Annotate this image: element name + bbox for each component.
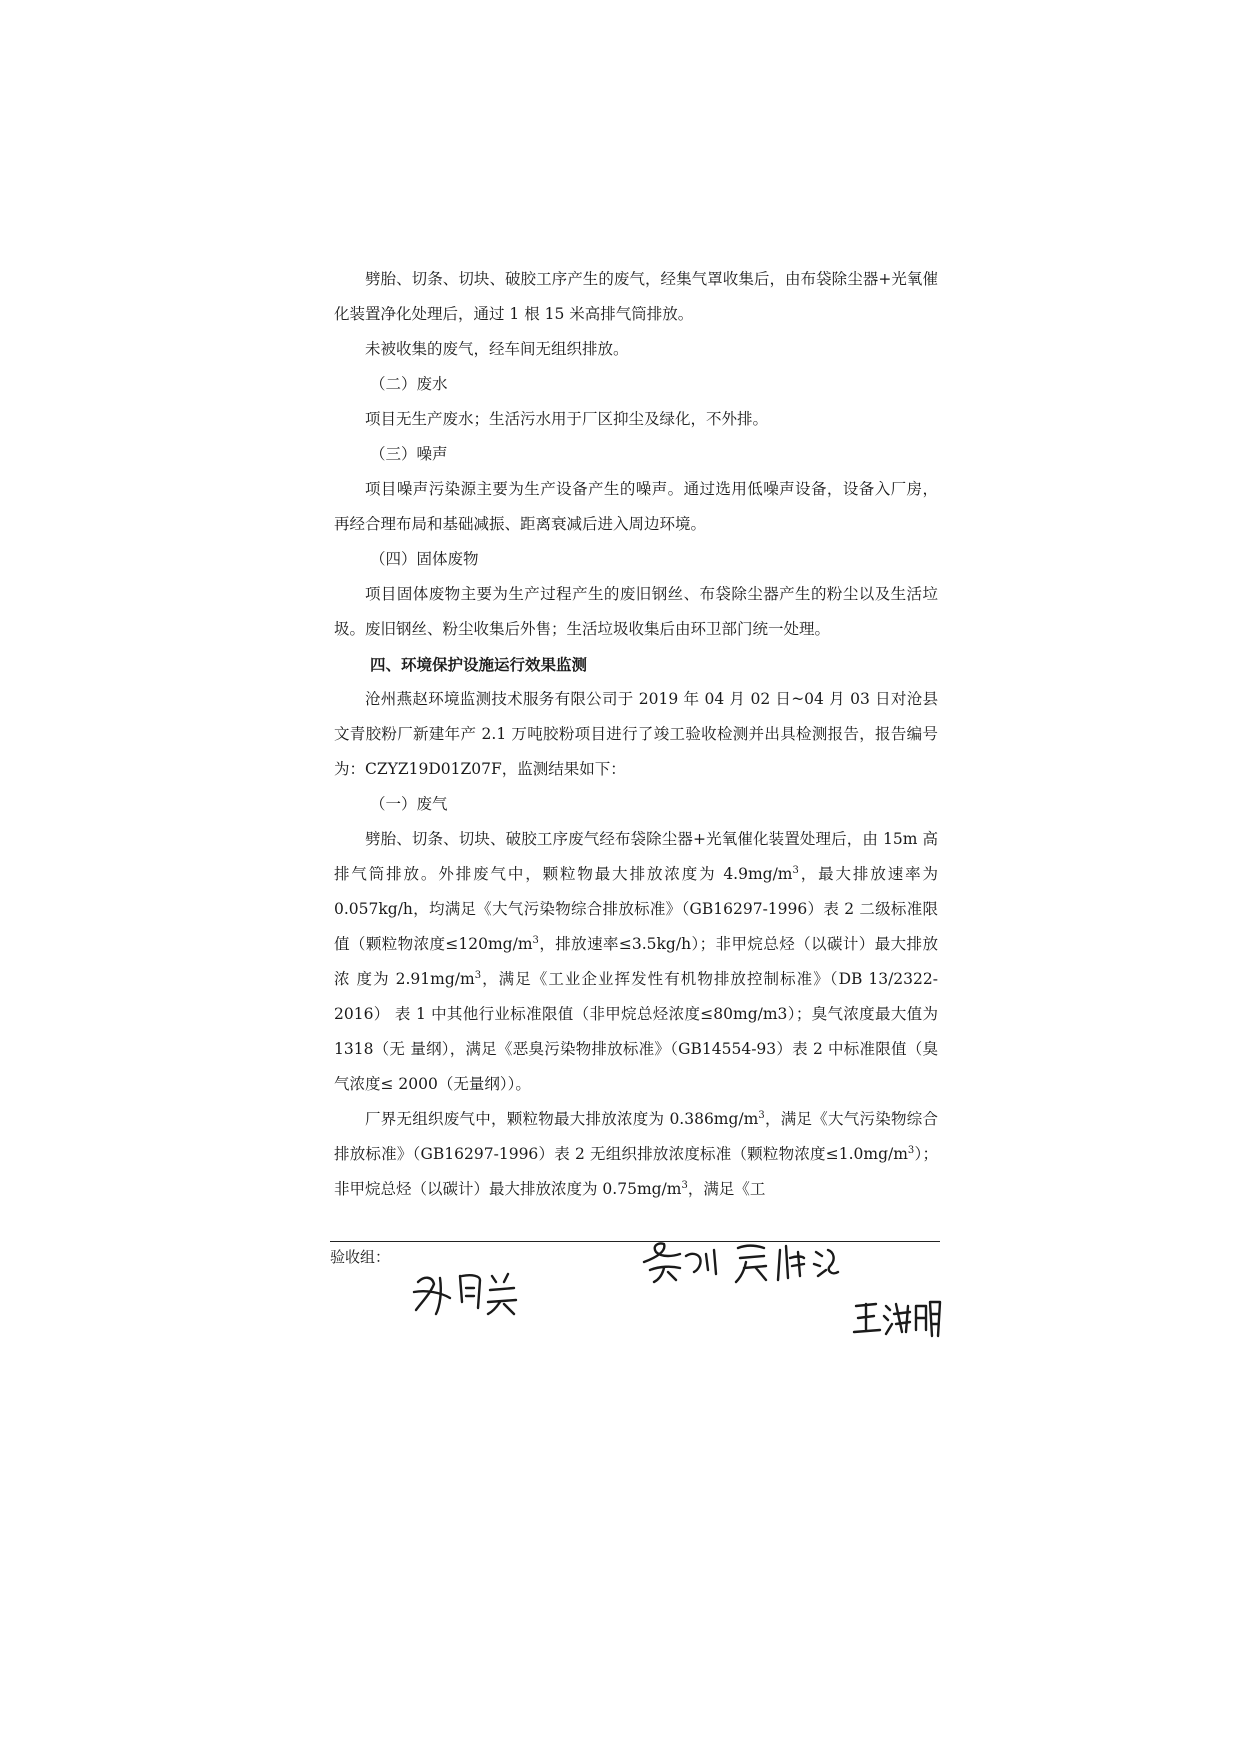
heading-wastewater: （二）废水: [370, 375, 448, 393]
text-segment: 劈胎、切条、切块、破胶工序废气经布袋除尘器+光氧催化装置处理后，由 15m 高排气筒排放。外排废气中，颗粒物最大排放浓度为 4.9mg/m: [334, 830, 938, 883]
signature-3: [852, 1292, 942, 1342]
paragraph-monitoring-intro: 沧州燕赵环境监测技术服务有限公司于 2019 年 04 月 02 日~04 月 03 日对沧县文青胶粉厂新建年产 2.1 万吨胶粉项目进行了竣工验收检测并出具检测报告，报告编号为：CZYZ19D01Z07F，监测结果如下：: [334, 690, 938, 778]
paragraph-noise: 项目噪声污染源主要为生产设备产生的噪声。通过选用低噪声设备，设备入厂房，再经合理布局和基础减振、距离衰减后进入周边环境。: [334, 480, 938, 533]
heading-noise: （三）噪声: [370, 445, 448, 463]
text-segment: 厂界无组织废气中，颗粒物最大排放浓度为 0.386mg/m: [365, 1110, 759, 1128]
text-segment: ，满足《工: [687, 1180, 766, 1198]
text-segment: ）； 非甲烷总烃（以碳计）最大排放浓度为 0.75mg/m: [334, 1145, 938, 1198]
superscript: 3: [792, 864, 799, 876]
superscript: 3: [474, 969, 482, 981]
signature-1: [410, 1262, 520, 1317]
superscript: 3: [681, 1179, 688, 1191]
text-segment: ，满足《大气污染物综合 排放标准》（GB16297-1996）表 2 无组织排放浓度标准（颗粒物浓度≤1.0mg/m: [334, 1110, 938, 1163]
heading-section-4: 四、环境保护设施运行效果监测: [370, 655, 588, 674]
paragraph-solid-waste: 项目固体废物主要为生产过程产生的废旧钢丝、布袋除尘器产生的粉尘以及生活垃圾。废旧钢丝、粉尘收集后外售；生活垃圾收集后由环卫部门统一处理。: [334, 585, 938, 638]
signature-2: [640, 1232, 840, 1287]
heading-solid-waste: （四）固体废物: [370, 550, 479, 568]
paragraph-unorganized-emission: 未被收集的废气，经车间无组织排放。: [365, 340, 629, 358]
paragraph-wastewater: 项目无生产废水；生活污水用于厂区抑尘及绿化，不外排。: [365, 410, 769, 428]
heading-waste-gas: （一）废气: [370, 795, 448, 813]
superscript: 3: [532, 934, 539, 946]
text-segment: ，排放速率≤3.5kg/h）；非甲烷总烃（以碳计）最大排放浓 度为 2.91mg/m: [334, 935, 938, 988]
footer-divider: [330, 1241, 940, 1242]
superscript: 3: [907, 1144, 915, 1156]
acceptance-group-label: 验收组：: [330, 1248, 391, 1266]
superscript: 3: [758, 1109, 765, 1121]
document-body: [334, 262, 938, 1207]
paragraph-boundary-gas-results: [334, 1102, 938, 1207]
paragraph-organized-gas-results: [334, 822, 938, 1102]
text-segment: ，满足《工业企业挥发性有机物排放控制标准》（DB 13/2322-2016） 表 1 中其他行业标准限值（非甲烷总烃浓度≤80mg/m3）；臭气浓度最大值为 1318（无 量纲），满足《恶臭污染物排放标准》（GB14554-93）表 2 中标准限值（臭气浓度≤ 2000（无量纲））。: [334, 970, 938, 1093]
text-segment: ，最大排放速率为 0.057kg/h，均满足《大气污染物综合排放标准》（GB16297-1996）表 2 二级标准限值（颗粒物浓度≤120mg/m: [334, 865, 938, 953]
paragraph-waste-gas-process: 劈胎、切条、切块、破胶工序产生的废气，经集气罩收集后，由布袋除尘器+光氧催化装置净化处理后，通过 1 根 15 米高排气筒排放。: [334, 270, 938, 323]
